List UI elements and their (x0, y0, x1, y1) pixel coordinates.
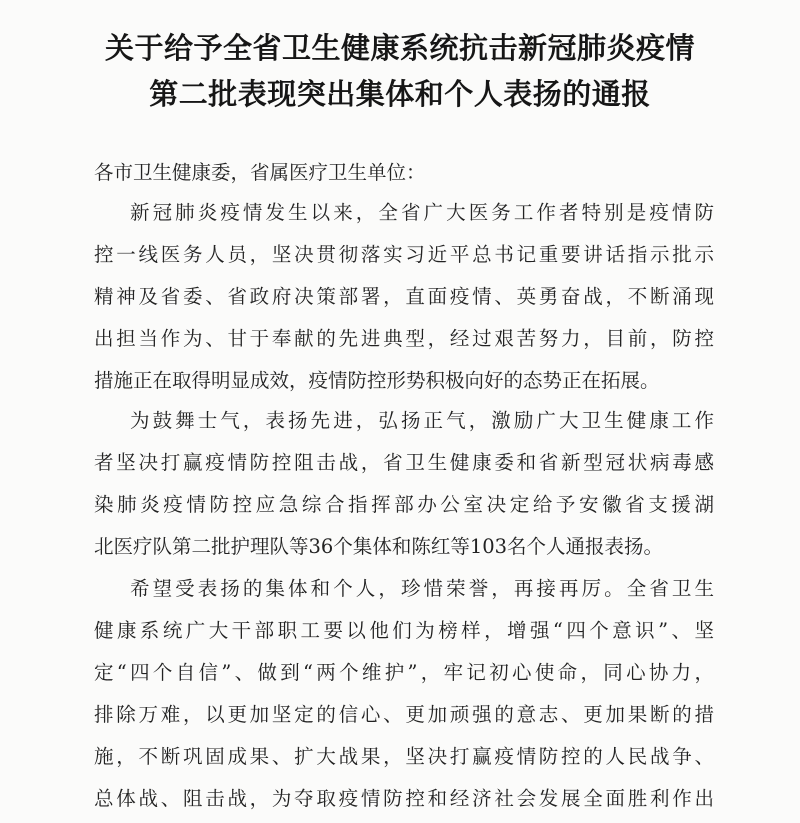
paragraph-2-line: 染肺炎疫情防控应急综合指挥部办公室决定给予安徽省支援湖 (94, 493, 714, 516)
paragraph-3-line: 定“四个自信”、做到“两个维护”，牢记初心使命，同心协力， (94, 661, 714, 684)
paragraph-1-line: 新冠肺炎疫情发生以来，全省广大医务工作者特别是疫情防 (130, 201, 714, 224)
paragraph-3-line: 希望受表扬的集体和个人，珍惜荣誉，再接再厉。全省卫生 (130, 577, 714, 600)
paragraph-1-line: 措施正在取得明显成效，疫情防控形势积极向好的态势正在拓展。 (94, 369, 660, 392)
paragraph-2-line: 为鼓舞士气，表扬先进，弘扬正气，激励广大卫生健康工作 (130, 409, 714, 432)
paragraph-1-line: 出担当作为、甘于奉献的先进典型，经过艰苦努力，目前，防控 (94, 327, 714, 350)
paragraph-3-line: 排除万难，以更加坚定的信心、更加顽强的意志、更加果断的措 (94, 703, 714, 726)
paragraph-3-line: 健康系统广大干部职工要以他们为榜样，增强“四个意识”、坚 (94, 619, 714, 642)
paragraph-2-line: 北医疗队第二批护理队等36个集体和陈红等103名个人通报表扬。 (94, 535, 664, 558)
paragraph-3-line: 施，不断巩固成果、扩大战果，坚决打赢疫情防控的人民战争、 (94, 745, 714, 768)
paragraph-1-line: 精神及省委、省政府决策部署，直面疫情、英勇奋战，不断涌现 (94, 285, 714, 308)
salutation: 各市卫生健康委，省属医疗卫生单位： (94, 161, 426, 184)
document-title-line-1: 关于给予全省卫生健康系统抗击新冠肺炎疫情 (104, 31, 695, 65)
paragraph-2-line: 者坚决打赢疫情防控阻击战，省卫生健康委和省新型冠状病毒感 (94, 451, 714, 474)
paragraph-3-line: 总体战、阻击战，为夺取疫情防控和经济社会发展全面胜利作出 (94, 787, 714, 810)
document-title-line-2: 第二批表现突出集体和个人表扬的通报 (149, 77, 651, 111)
paragraph-1-line: 控一线医务人员，坚决贯彻落实习近平总书记重要讲话指示批示 (94, 243, 714, 266)
